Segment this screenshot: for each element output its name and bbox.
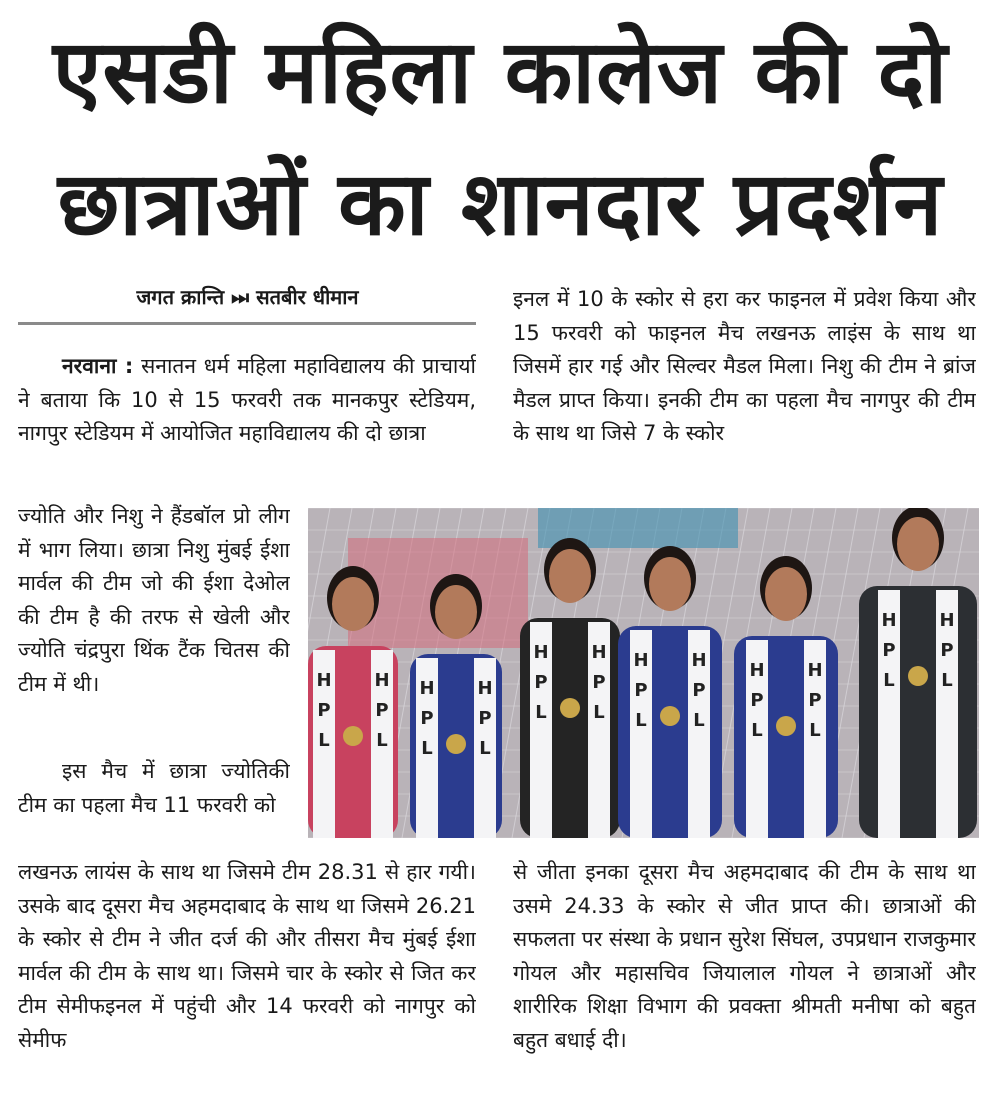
medal xyxy=(560,698,580,718)
scarf-letter: H xyxy=(477,678,493,699)
dateline: नरवाना : xyxy=(62,354,134,378)
scarf-letter: L xyxy=(751,720,763,741)
player-jersey xyxy=(859,586,977,838)
scarf-letter: L xyxy=(809,720,821,741)
player-face xyxy=(549,549,591,603)
scarf-letter: P xyxy=(534,672,548,693)
scarf-letter: P xyxy=(808,690,822,711)
scarf-letter: P xyxy=(317,700,331,721)
headline-line-1: एसडी महिला कालेज की दो xyxy=(52,20,949,123)
intro-text: सनातन धर्म महिला महाविद्यालय की प्राचार्या ने बताया कि 10 से 15 फरवरी तक मानकपुर स्टेडियम, नागपुर स्टेडियम में आयोजित महाविद्यालय की दो छात्रा xyxy=(18,354,476,446)
scarf-letter: H xyxy=(419,678,435,699)
article-paragraph-match-results: लखनऊ लायंस के साथ था जिसमे टीम 28.31 से हार गयी। उसके बाद दूसरा मैच अहमदाबाद के साथ था जिसमे 26.21 के स्कोर से टीम ने जीत दर्ज की और तीसरा मैच मुंबई ईशा मार्वल की टीम के साथ था। जिसमे चार के स्कोर से जित कर टीम सेमीफइनल में पहुंची और 14 फरवरी को नागपुर को सेमीफ xyxy=(18,860,476,1052)
scarf-letter: H xyxy=(691,650,707,671)
byline-divider xyxy=(18,322,476,325)
scarf-letter: P xyxy=(420,708,434,729)
player-face xyxy=(649,557,691,611)
scarf-letter: H xyxy=(533,642,549,663)
scarf-letter: H xyxy=(591,642,607,663)
scarf-letter: L xyxy=(318,730,330,751)
player-face xyxy=(435,585,477,639)
team-photo-illustration xyxy=(308,508,979,838)
scarf-letter: L xyxy=(376,730,388,751)
scarf-letter: P xyxy=(375,700,389,721)
article-paragraph-intro xyxy=(18,350,476,486)
scarf-letter: L xyxy=(693,710,705,731)
article-paragraph-congrats: से जीता इनका दूसरा मैच अहमदाबाद की टीम के साथ था उसमे 24.33 के स्कोर से जीत प्राप्त की। छात्राओं की सफलता पर संस्था के प्रधान सुरेश सिंघल, उपप्रधान राजकुमार गोयल और महासचिव जियालाल गोयल ने छात्राओं और शारीरिक शिक्षा विभाग की प्रवक्ता श्रीमती मनीषा को बहुत बहुत बधाई दी। xyxy=(513,860,976,1052)
scarf-letter: L xyxy=(479,738,491,759)
scarf-letter: H xyxy=(374,670,390,691)
team-photo xyxy=(308,508,979,838)
scarf-letter: P xyxy=(750,690,764,711)
scarf-letter: L xyxy=(535,702,547,723)
scarf-letter: P xyxy=(882,640,896,661)
scarf-letter: H xyxy=(807,660,823,681)
medal xyxy=(660,706,680,726)
scarf-letter: H xyxy=(633,650,649,671)
scarf-letter: H xyxy=(316,670,332,691)
medal xyxy=(343,726,363,746)
byline: जगत क्रान्ति ⏭ सतबीर धीमान xyxy=(136,285,359,309)
scarf-letter: H xyxy=(749,660,765,681)
scarf-letter: L xyxy=(883,670,895,691)
headline-line-2: छात्राओं का शानदार प्रदर्शन xyxy=(57,152,944,255)
article-paragraph-match-start: इस मैच में छात्रा ज्योतिकी टीम का पहला मैच 11 फरवरी को xyxy=(18,759,290,817)
medal xyxy=(908,666,928,686)
scarf-letter: L xyxy=(635,710,647,731)
player-face xyxy=(897,517,939,571)
scarf-letter: L xyxy=(593,702,605,723)
medal xyxy=(776,716,796,736)
player-face xyxy=(765,567,807,621)
scarf-letter: H xyxy=(939,610,955,631)
scarf-letter: L xyxy=(941,670,953,691)
medal xyxy=(446,734,466,754)
scarf-letter: P xyxy=(634,680,648,701)
scarf-letter: H xyxy=(881,610,897,631)
scarf-letter: P xyxy=(592,672,606,693)
article-paragraph-final: इनल में 10 के स्कोर से हरा कर फाइनल में प्रवेश किया और 15 फरवरी को फाइनल मैच लखनऊ लाइंस के साथ था जिसमें हार गई और सिल्वर मैडल मिला। निशु की टीम ने ब्रांज मैडल प्राप्त किया। इनकी टीम का पहला मैच नागपुर की टीम के साथ था जिसे 7 के स्कोर xyxy=(513,287,976,446)
article-paragraph-teams: ज्योति और निशु ने हैंडबॉल प्रो लीग में भाग लिया। छात्रा निशु मुंबई ईशा मार्वल की टीम जो की ईशा देओल की टीम है की तरफ से खेली और ज्योति चंद्रपुरा थिंक टैंक चितस की टीम में थी। xyxy=(18,504,290,696)
scarf-letter: P xyxy=(478,708,492,729)
scarf-letter: P xyxy=(692,680,706,701)
player-face xyxy=(332,577,374,631)
scarf-letter: L xyxy=(421,738,433,759)
scarf-letter: P xyxy=(940,640,954,661)
